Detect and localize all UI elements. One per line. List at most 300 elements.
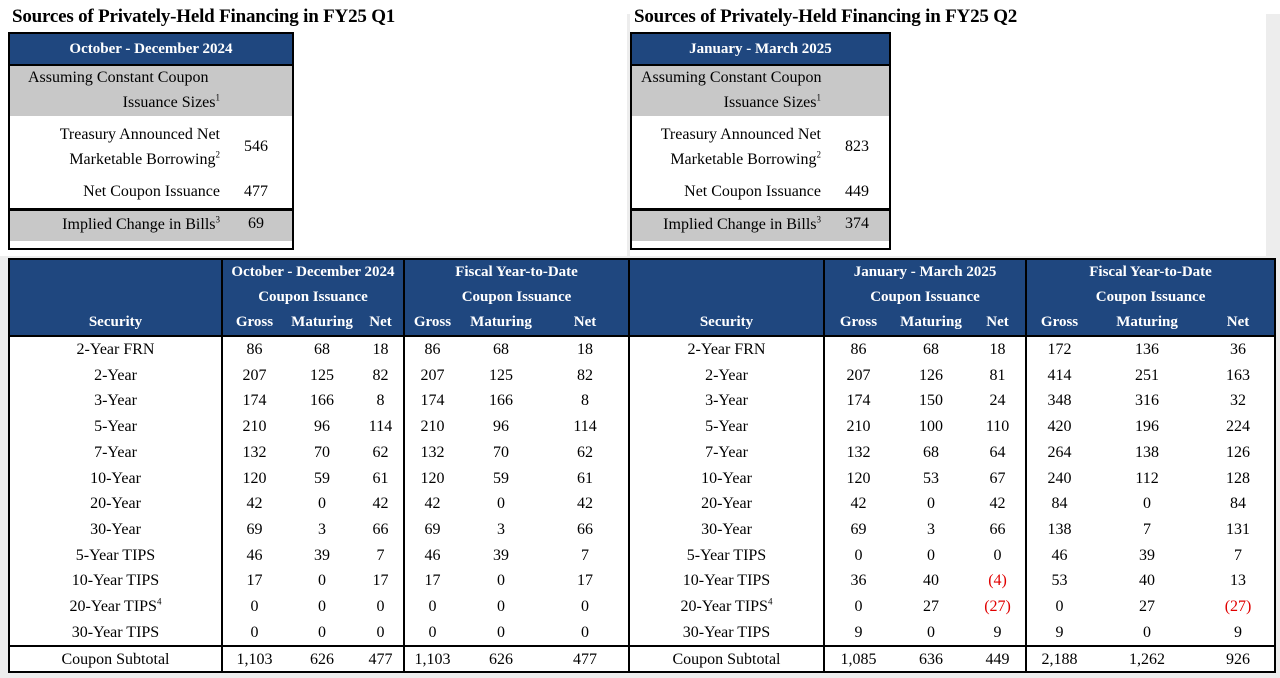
maturing-cell: 40 bbox=[1139, 572, 1156, 590]
gross-cell: 9 bbox=[1026, 620, 1092, 647]
gross-cell: 0 bbox=[222, 620, 286, 647]
q2-coupon-row bbox=[632, 178, 889, 208]
maturing-cell: 0 bbox=[927, 623, 935, 641]
gross-cell: 2,188 bbox=[1026, 646, 1092, 673]
table-row bbox=[10, 568, 628, 594]
net-cell: 36 bbox=[1230, 341, 1247, 358]
gross-cell: 120 bbox=[222, 466, 286, 492]
net-cell: 18 bbox=[989, 341, 1006, 358]
q2-group1-line1: January - March 2025 bbox=[824, 260, 1026, 285]
net-cell: (4) bbox=[988, 572, 1007, 590]
q2-assumption-line2-text: Issuance Sizes bbox=[723, 94, 817, 111]
q1-borrowing-row bbox=[10, 116, 292, 178]
gross-cell: 174 bbox=[824, 388, 892, 414]
gross-cell: 0 bbox=[824, 543, 892, 569]
table-row bbox=[630, 388, 1274, 414]
net-cell: 17 bbox=[577, 572, 594, 590]
security-cell bbox=[10, 363, 222, 389]
q2-col-maturing-ytd: Maturing bbox=[1092, 310, 1202, 336]
net-cell: 9 bbox=[993, 623, 1002, 641]
q1-group2-line2: Coupon Issuance bbox=[404, 285, 628, 310]
net-cell: 18 bbox=[372, 341, 389, 358]
maturing-cell: 100 bbox=[919, 418, 943, 436]
security-label: 5-Year TIPS bbox=[686, 546, 767, 564]
net-cell: 114 bbox=[573, 418, 597, 436]
security-cell bbox=[10, 517, 222, 543]
q2-col-net-ytd: Net bbox=[1202, 310, 1274, 336]
gross-cell: 138 bbox=[1026, 517, 1092, 543]
maturing-cell: 125 bbox=[310, 366, 334, 384]
maturing-cell: 316 bbox=[1135, 392, 1160, 410]
gross-cell: 132 bbox=[404, 440, 460, 466]
q1-assumption-line1: Assuming Constant Coupon bbox=[28, 69, 209, 86]
q2-borrowing-line2-text: Marketable Borrowing bbox=[670, 151, 817, 168]
q2-table bbox=[630, 260, 1274, 673]
gross-cell: 0 bbox=[222, 594, 286, 620]
q2-header-blank-2 bbox=[630, 285, 824, 310]
maturing-cell: 138 bbox=[1135, 443, 1160, 461]
maturing-cell: 59 bbox=[493, 469, 509, 487]
q2-borrowing-value: 823 bbox=[845, 138, 869, 155]
maturing-cell: 166 bbox=[489, 392, 513, 410]
maturing-cell: 68 bbox=[493, 341, 509, 358]
gross-cell: 120 bbox=[404, 466, 460, 492]
gross-cell: 240 bbox=[1026, 466, 1092, 492]
gross-cell: 132 bbox=[824, 440, 892, 466]
gross-cell: 86 bbox=[222, 336, 286, 363]
maturing-cell: 3 bbox=[497, 520, 505, 538]
footnote-1: 1 bbox=[215, 92, 220, 103]
net-cell: 42 bbox=[989, 495, 1006, 513]
table-row bbox=[630, 594, 1274, 620]
maturing-cell: 96 bbox=[314, 418, 330, 436]
q1-coupon-value: 477 bbox=[244, 183, 268, 200]
net-cell: 13 bbox=[1230, 572, 1247, 590]
table-row bbox=[630, 620, 1274, 647]
maturing-cell: 7 bbox=[1143, 520, 1152, 538]
net-cell: 126 bbox=[1226, 443, 1251, 461]
gross-cell: 0 bbox=[404, 594, 460, 620]
gross-cell: 69 bbox=[222, 517, 286, 543]
net-cell: 61 bbox=[577, 469, 594, 487]
maturing-cell: 0 bbox=[497, 598, 505, 616]
security-cell bbox=[10, 568, 222, 594]
net-cell: 18 bbox=[577, 341, 594, 358]
q2-borrowing-line2 bbox=[670, 151, 821, 169]
security-label: 2-Year FRN bbox=[687, 341, 766, 358]
q1-group1-line1: October - December 2024 bbox=[222, 260, 404, 285]
q2-implied-row bbox=[632, 208, 889, 241]
table-row bbox=[630, 517, 1274, 543]
q1-implied-value: 69 bbox=[248, 215, 264, 232]
table-row bbox=[10, 388, 628, 414]
net-cell: 42 bbox=[577, 495, 594, 513]
security-cell bbox=[10, 466, 222, 492]
security-label: Coupon Subtotal bbox=[61, 651, 170, 669]
security-cell bbox=[630, 363, 824, 389]
maturing-cell: 0 bbox=[497, 623, 505, 641]
table-row bbox=[630, 414, 1274, 440]
net-cell: 17 bbox=[372, 572, 389, 590]
q1-col-net: Net bbox=[358, 310, 404, 336]
net-cell: 449 bbox=[970, 646, 1026, 673]
footnote-1: 1 bbox=[816, 92, 821, 103]
gross-cell: 0 bbox=[824, 594, 892, 620]
gross-cell: 86 bbox=[404, 336, 460, 363]
maturing-cell: 136 bbox=[1135, 341, 1160, 358]
maturing-cell: 0 bbox=[927, 546, 935, 564]
q1-assumption-row bbox=[10, 66, 292, 116]
table-row bbox=[10, 517, 628, 543]
q1-implied-row bbox=[10, 208, 292, 241]
net-cell: 477 bbox=[358, 646, 404, 673]
q1-assumption-line2 bbox=[123, 94, 220, 112]
q1-borrowing-line2-text: Marketable Borrowing bbox=[69, 151, 216, 168]
maturing-cell: 0 bbox=[927, 495, 935, 513]
security-label: 7-Year bbox=[705, 443, 748, 461]
security-cell bbox=[10, 620, 222, 647]
maturing-cell: 0 bbox=[318, 495, 326, 513]
gross-cell: 46 bbox=[222, 543, 286, 569]
security-label: 3-Year bbox=[94, 392, 137, 410]
q1-borrowing-line2 bbox=[69, 151, 220, 169]
security-label: 30-Year TIPS bbox=[71, 623, 160, 641]
maturing-cell: 39 bbox=[493, 546, 509, 564]
maturing-cell: 0 bbox=[318, 623, 326, 641]
gross-cell: 42 bbox=[222, 491, 286, 517]
table-row bbox=[10, 363, 628, 389]
security-cell bbox=[10, 543, 222, 569]
maturing-cell: 166 bbox=[310, 392, 334, 410]
maturing-cell: 27 bbox=[923, 598, 939, 616]
gross-cell: 1,085 bbox=[824, 646, 892, 673]
security-cell bbox=[630, 388, 824, 414]
maturing-cell: 1,262 bbox=[1092, 646, 1202, 673]
maturing-cell: 70 bbox=[493, 443, 509, 461]
gross-cell: 42 bbox=[824, 491, 892, 517]
net-cell: 131 bbox=[1226, 520, 1251, 538]
security-label: 30-Year bbox=[701, 520, 752, 538]
q2-group2-line2: Coupon Issuance bbox=[1026, 285, 1274, 310]
net-cell: 8 bbox=[581, 392, 590, 410]
gross-cell: 36 bbox=[824, 568, 892, 594]
net-cell: 9 bbox=[1234, 623, 1243, 641]
maturing-cell: 150 bbox=[919, 392, 943, 410]
table-row bbox=[10, 620, 628, 647]
q1-col-gross-ytd: Gross bbox=[404, 310, 460, 336]
gross-cell: 348 bbox=[1026, 388, 1092, 414]
gross-cell: 207 bbox=[222, 363, 286, 389]
q2-coupon-label: Net Coupon Issuance bbox=[684, 183, 821, 200]
security-cell bbox=[10, 646, 222, 673]
q1-group2-line1: Fiscal Year-to-Date bbox=[404, 260, 628, 285]
maturing-cell: 68 bbox=[923, 341, 939, 358]
q2-group1-line2: Coupon Issuance bbox=[824, 285, 1026, 310]
gross-cell: 42 bbox=[404, 491, 460, 517]
net-cell: 7 bbox=[581, 546, 590, 564]
maturing-cell: 3 bbox=[927, 520, 935, 538]
q2-table-body bbox=[630, 336, 1274, 673]
footnote-3: 3 bbox=[816, 214, 821, 225]
security-label: 5-Year bbox=[94, 418, 137, 436]
q2-summary-header: January - March 2025 bbox=[632, 34, 889, 66]
net-cell: 128 bbox=[1226, 469, 1251, 487]
table-row bbox=[10, 491, 628, 517]
q2-assumption-line2 bbox=[724, 94, 821, 112]
table-row bbox=[630, 568, 1274, 594]
maturing-cell: 96 bbox=[493, 418, 509, 436]
maturing-cell: 53 bbox=[923, 469, 939, 487]
security-cell bbox=[630, 491, 824, 517]
security-cell bbox=[630, 336, 824, 363]
net-cell: (27) bbox=[984, 598, 1011, 616]
footnote-2: 2 bbox=[215, 149, 220, 160]
q1-coupon-label: Net Coupon Issuance bbox=[83, 183, 220, 200]
maturing-cell: 40 bbox=[923, 572, 939, 590]
footnote-3: 3 bbox=[215, 214, 220, 225]
q1-implied-label-text: Implied Change in Bills bbox=[62, 216, 216, 233]
security-cell bbox=[630, 594, 824, 620]
table-row bbox=[10, 543, 628, 569]
maturing-cell: 68 bbox=[923, 443, 939, 461]
maturing-cell: 0 bbox=[1143, 623, 1152, 641]
q1-header-blank-2 bbox=[10, 285, 222, 310]
gross-cell: 46 bbox=[404, 543, 460, 569]
security-label: 20-Year TIPS bbox=[680, 598, 768, 616]
q1-borrowing-value: 546 bbox=[244, 138, 268, 155]
security-label: 10-Year TIPS bbox=[71, 572, 160, 590]
security-cell bbox=[10, 491, 222, 517]
maturing-cell: 112 bbox=[1135, 469, 1159, 487]
security-cell bbox=[630, 543, 824, 569]
security-label: 10-Year bbox=[701, 469, 752, 487]
q2-implied-label-text: Implied Change in Bills bbox=[663, 216, 817, 233]
gross-cell: 210 bbox=[222, 414, 286, 440]
gross-cell: 69 bbox=[824, 517, 892, 543]
security-cell bbox=[630, 568, 824, 594]
q1-implied-label bbox=[62, 216, 220, 234]
q2-title: Sources of Privately-Held Financing in FY25 Q2 bbox=[634, 6, 1018, 27]
maturing-cell: 68 bbox=[314, 341, 330, 358]
table-row bbox=[10, 336, 628, 363]
maturing-cell: 39 bbox=[314, 546, 330, 564]
gross-cell: 210 bbox=[404, 414, 460, 440]
q2-assumption-line1: Assuming Constant Coupon bbox=[641, 69, 822, 86]
q2-security-header: Security bbox=[630, 310, 824, 336]
security-label: 20-Year bbox=[90, 495, 141, 513]
security-cell bbox=[630, 517, 824, 543]
gross-cell: 53 bbox=[1026, 568, 1092, 594]
security-cell bbox=[630, 646, 824, 673]
gross-cell: 46 bbox=[1026, 543, 1092, 569]
gross-cell: 414 bbox=[1026, 363, 1092, 389]
net-cell: 64 bbox=[989, 443, 1006, 461]
gross-cell: 0 bbox=[1026, 594, 1092, 620]
maturing-cell: 0 bbox=[497, 572, 505, 590]
q1-group1-line2: Coupon Issuance bbox=[222, 285, 404, 310]
q2-header-blank bbox=[630, 260, 824, 285]
security-cell bbox=[630, 620, 824, 647]
maturing-cell: 59 bbox=[314, 469, 330, 487]
gross-cell: 210 bbox=[824, 414, 892, 440]
net-cell: 0 bbox=[581, 623, 590, 641]
security-label: 5-Year TIPS bbox=[75, 546, 156, 564]
security-cell bbox=[10, 440, 222, 466]
gross-cell: 0 bbox=[404, 620, 460, 647]
gross-cell: 120 bbox=[824, 466, 892, 492]
q1-issuance-table bbox=[8, 258, 630, 673]
security-label: Coupon Subtotal bbox=[672, 651, 781, 669]
maturing-cell: 27 bbox=[1139, 598, 1156, 616]
q2-coupon-value: 449 bbox=[845, 183, 869, 200]
table-row bbox=[10, 414, 628, 440]
net-cell: 0 bbox=[376, 598, 385, 616]
net-cell: 0 bbox=[993, 546, 1002, 564]
maturing-cell: 636 bbox=[892, 646, 970, 673]
gross-cell: 174 bbox=[222, 388, 286, 414]
security-cell bbox=[630, 440, 824, 466]
net-cell: 84 bbox=[1230, 495, 1247, 513]
gross-cell: 172 bbox=[1026, 336, 1092, 363]
gross-cell: 84 bbox=[1026, 491, 1092, 517]
maturing-cell: 0 bbox=[318, 598, 326, 616]
q1-summary-header: October - December 2024 bbox=[10, 34, 292, 66]
gross-cell: 264 bbox=[1026, 440, 1092, 466]
gross-cell: 1,103 bbox=[404, 646, 460, 673]
security-label: 30-Year bbox=[90, 520, 141, 538]
table-row bbox=[630, 363, 1274, 389]
q1-col-net-ytd: Net bbox=[542, 310, 628, 336]
net-cell: 7 bbox=[1234, 546, 1243, 564]
net-cell: 0 bbox=[581, 598, 590, 616]
subtotal-row bbox=[10, 646, 628, 673]
q1-borrowing-line1: Treasury Announced Net bbox=[59, 126, 220, 143]
maturing-cell: 125 bbox=[489, 366, 513, 384]
gross-cell: 420 bbox=[1026, 414, 1092, 440]
gross-cell: 207 bbox=[404, 363, 460, 389]
net-cell: 110 bbox=[985, 418, 1010, 436]
net-cell: 82 bbox=[372, 366, 389, 384]
q2-borrowing-row bbox=[632, 116, 889, 178]
footnote-4: 4 bbox=[156, 596, 162, 607]
table-row bbox=[10, 440, 628, 466]
q2-col-gross: Gross bbox=[824, 310, 892, 336]
security-cell bbox=[10, 336, 222, 363]
gross-cell: 86 bbox=[824, 336, 892, 363]
maturing-cell: 626 bbox=[460, 646, 542, 673]
gross-cell: 174 bbox=[404, 388, 460, 414]
net-cell: (27) bbox=[1224, 598, 1252, 616]
gross-cell: 132 bbox=[222, 440, 286, 466]
table-row bbox=[10, 594, 628, 620]
net-cell: 926 bbox=[1202, 646, 1274, 673]
q2-implied-value: 374 bbox=[845, 215, 869, 232]
security-label: 3-Year bbox=[705, 392, 748, 410]
q1-col-maturing: Maturing bbox=[286, 310, 358, 336]
gross-cell: 207 bbox=[824, 363, 892, 389]
security-label: 20-Year TIPS bbox=[69, 598, 157, 616]
net-cell: 163 bbox=[1226, 366, 1251, 384]
maturing-cell: 39 bbox=[1139, 546, 1156, 564]
gross-cell: 17 bbox=[404, 568, 460, 594]
maturing-cell: 626 bbox=[286, 646, 358, 673]
security-cell bbox=[10, 388, 222, 414]
gross-cell: 9 bbox=[824, 620, 892, 647]
security-label: 2-Year bbox=[94, 366, 137, 384]
table-row bbox=[630, 543, 1274, 569]
net-cell: 66 bbox=[577, 520, 594, 538]
q1-title: Sources of Privately-Held Financing in FY25 Q1 bbox=[12, 6, 396, 27]
q2-summary-box bbox=[630, 32, 891, 250]
net-cell: 32 bbox=[1230, 392, 1247, 410]
q2-implied-label bbox=[663, 216, 821, 234]
net-cell: 24 bbox=[989, 392, 1006, 410]
net-cell: 81 bbox=[989, 366, 1006, 384]
q2-borrowing-line1: Treasury Announced Net bbox=[660, 126, 821, 143]
maturing-cell: 0 bbox=[1143, 495, 1152, 513]
maturing-cell: 196 bbox=[1135, 418, 1160, 436]
net-cell: 114 bbox=[368, 418, 393, 436]
q1-table-body bbox=[10, 336, 628, 673]
net-cell: 8 bbox=[376, 392, 385, 410]
net-cell: 67 bbox=[989, 469, 1006, 487]
gross-cell: 17 bbox=[222, 568, 286, 594]
table-row bbox=[630, 440, 1274, 466]
net-cell: 42 bbox=[372, 495, 389, 513]
q2-col-gross-ytd: Gross bbox=[1026, 310, 1092, 336]
net-cell: 82 bbox=[577, 366, 594, 384]
net-cell: 66 bbox=[372, 520, 389, 538]
net-cell: 62 bbox=[372, 443, 389, 461]
security-label: 2-Year FRN bbox=[76, 341, 155, 358]
footnote-4: 4 bbox=[767, 596, 773, 607]
net-cell: 224 bbox=[1226, 418, 1251, 436]
maturing-cell: 0 bbox=[318, 572, 326, 590]
security-label: 10-Year bbox=[90, 469, 141, 487]
net-cell: 66 bbox=[989, 520, 1006, 538]
security-cell bbox=[630, 414, 824, 440]
q2-group2-line1: Fiscal Year-to-Date bbox=[1026, 260, 1274, 285]
q2-issuance-table bbox=[628, 258, 1276, 673]
net-cell: 0 bbox=[376, 623, 385, 641]
security-cell bbox=[10, 594, 222, 620]
security-label: 2-Year bbox=[705, 366, 748, 384]
net-cell: 7 bbox=[376, 546, 385, 564]
security-cell bbox=[630, 466, 824, 492]
subtotal-row bbox=[630, 646, 1274, 673]
security-label: 10-Year TIPS bbox=[682, 572, 771, 590]
table-row bbox=[10, 466, 628, 492]
q1-table bbox=[10, 260, 628, 673]
maturing-cell: 251 bbox=[1135, 366, 1160, 384]
q1-header-blank bbox=[10, 260, 222, 285]
maturing-cell: 3 bbox=[318, 520, 326, 538]
q1-col-gross: Gross bbox=[222, 310, 286, 336]
q2-col-net: Net bbox=[970, 310, 1026, 336]
net-cell: 477 bbox=[542, 646, 628, 673]
security-label: 7-Year bbox=[94, 443, 137, 461]
q1-summary-box bbox=[8, 32, 294, 250]
net-cell: 61 bbox=[372, 469, 389, 487]
q1-coupon-row bbox=[10, 178, 292, 208]
security-label: 30-Year TIPS bbox=[682, 623, 771, 641]
gross-cell: 69 bbox=[404, 517, 460, 543]
security-label: 5-Year bbox=[705, 418, 748, 436]
q1-col-maturing-ytd: Maturing bbox=[460, 310, 542, 336]
maturing-cell: 0 bbox=[497, 495, 505, 513]
gross-cell: 1,103 bbox=[222, 646, 286, 673]
table-row bbox=[630, 491, 1274, 517]
